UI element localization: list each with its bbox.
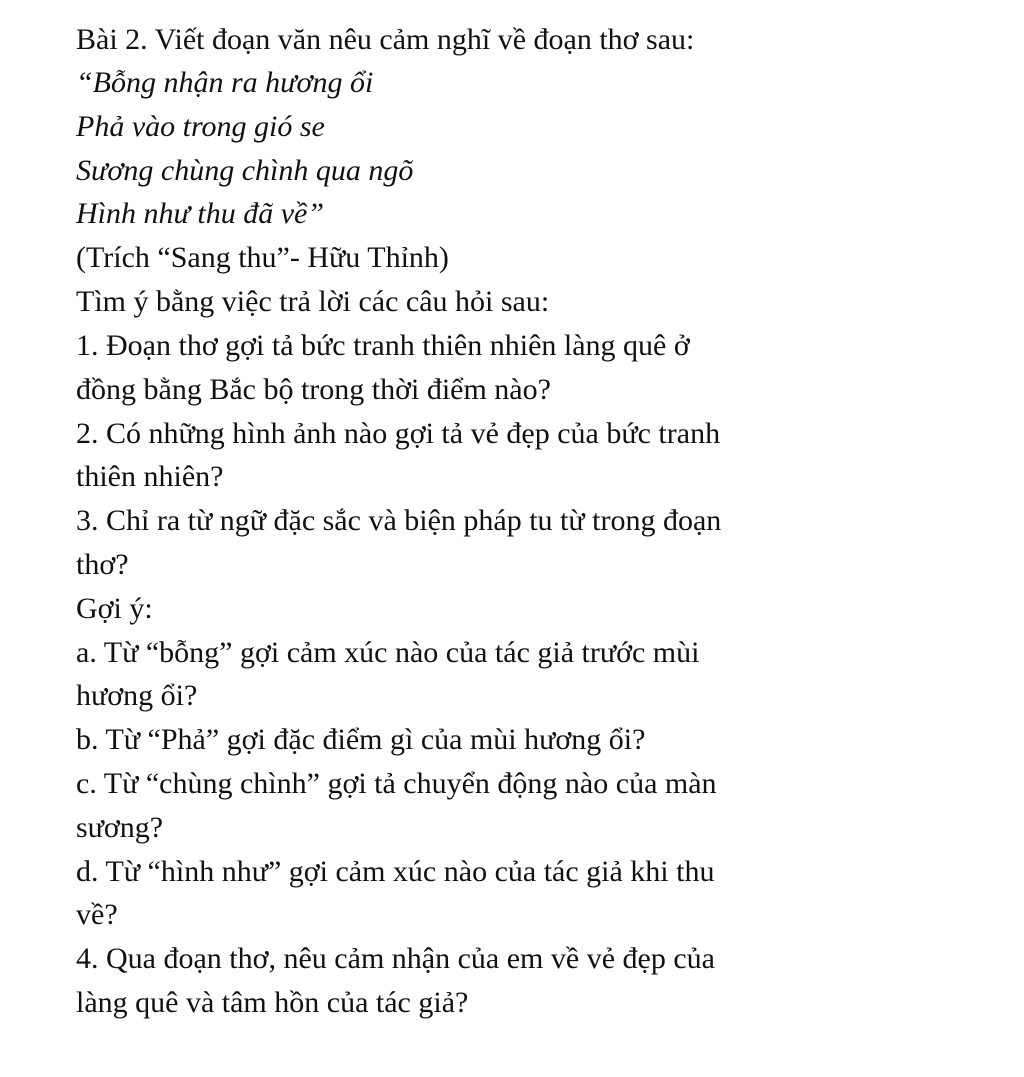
hint-d-line-1: d. Từ “hình như” gợi cảm xúc nào của tác giả khi thu bbox=[76, 855, 715, 888]
question-4-line-1: 4. Qua đoạn thơ, nêu cảm nhận của em về vẻ đẹp của bbox=[76, 942, 715, 975]
hint-b: b. Từ “Phả” gợi đặc điểm gì của mùi hương ổi? bbox=[76, 723, 646, 756]
poem-line-4: Hình như thu đã về” bbox=[76, 197, 325, 230]
question-4-line-2: làng quê và tâm hồn của tác giả? bbox=[76, 986, 469, 1019]
poem-line-2: Phả vào trong gió se bbox=[76, 110, 325, 143]
question-1-line-2: đồng bằng Bắc bộ trong thời điểm nào? bbox=[76, 373, 551, 406]
question-2-line-2: thiên nhiên? bbox=[76, 460, 224, 493]
hint-c-line-2: sương? bbox=[76, 811, 164, 844]
question-3-line-1: 3. Chỉ ra từ ngữ đặc sắc và biện pháp tu từ trong đoạn bbox=[76, 504, 722, 537]
hint-a-line-2: hương ổi? bbox=[76, 679, 198, 712]
question-2-line-1: 2. Có những hình ảnh nào gợi tả vẻ đẹp của bức tranh bbox=[76, 417, 721, 450]
hint-label: Gợi ý: bbox=[76, 592, 153, 625]
instruction: Tìm ý bằng việc trả lời các câu hỏi sau: bbox=[76, 285, 550, 318]
question-3-line-2: thơ? bbox=[76, 548, 129, 581]
question-1-line-1: 1. Đoạn thơ gợi tả bức tranh thiên nhiên làng quê ở bbox=[76, 329, 690, 362]
poem-line-3: Sương chùng chình qua ngõ bbox=[76, 154, 414, 187]
hint-a-line-1: a. Từ “bỗng” gợi cảm xúc nào của tác giả trước mùi bbox=[76, 636, 700, 669]
exercise-title: Bài 2. Viết đoạn văn nêu cảm nghĩ về đoạn thơ sau: bbox=[76, 23, 695, 56]
poem-line-1: “Bỗng nhận ra hương ổi bbox=[76, 66, 374, 99]
hint-c-line-1: c. Từ “chùng chình” gợi tả chuyển động nào của màn bbox=[76, 767, 717, 800]
poem-source: (Trích “Sang thu”- Hữu Thỉnh) bbox=[76, 241, 449, 274]
hint-d-line-2: về? bbox=[76, 898, 118, 931]
